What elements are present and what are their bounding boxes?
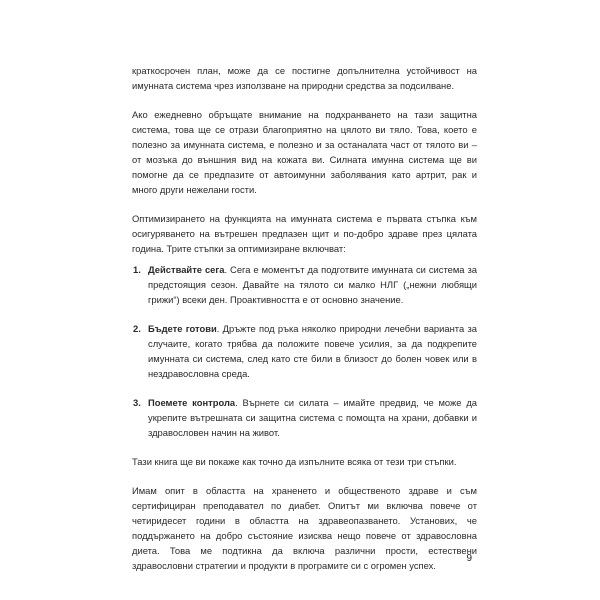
step-title: Поемете контрола: [148, 397, 236, 408]
list-item: [132, 395, 477, 440]
paragraph-book-promise: Тази книга ще ви покаже как точно да изпълните всяка от тези три стъпки.: [132, 456, 457, 467]
paragraph-immune-benefits: Ако ежедневно обръщате внимание на подхранването на тази защитна система, това ще се отрази благоприятно на цялото ви тяло. Това, което е полезно за имунната система, е полезно и за останалата част от тялото ви – от мозъка до външния вид на кожата ви. Силната имунна система ще ви помогне да се предпазите от автоимунни заболявания като артрит, рак и много други нежелани гости.: [132, 109, 477, 195]
step-text: . Върнете си силата – имайте предвид, че може да укрепите вътрешната си защитна система с помощта на храни, добавки и здравословен начин на живот.: [148, 397, 477, 438]
paragraph-three-steps: Оптимизирането на функцията на имунната система е първата стъпка към осигуряването на вътрешен предпазен щит и по-добро здраве през цялата година. Трите стъпки за оптимизиране включват:: [132, 213, 477, 254]
step-text: . Дръжте под ръка няколко природни лечебни варианта за случаите, когато трябва да положите повече усилия, за да подкрепите имунната си система, след като сте били в близост до болен човек или в нездравословна среда.: [148, 323, 477, 379]
step-title: Бъдете готови: [148, 323, 217, 334]
step-number: 3.: [133, 397, 141, 408]
step-title: Действайте сега: [148, 264, 225, 275]
step-number: 1.: [133, 264, 141, 275]
page-number: 9: [466, 553, 472, 564]
paragraph-author-experience: Имам опит в областта на храненето и общественото здраве и съм сертифициран преподавател по диабет. Опитът ми включва повече от четиридесет години в областта на здравеопазването. Установих, че поддържането на добро състояние изисква нещо повече от здравословна диета. Това ме подтикна да включа различни прости, естествени здравословни стратегии и продукти в програмите си с огромен успех.: [132, 485, 477, 571]
paragraph-intro: краткосрочен план, може да се постигне допълнителна устойчивост на имунната система чрез използване на природни средства за подсилване.: [132, 65, 477, 91]
page-body: [132, 63, 477, 587]
step-number: 2.: [133, 323, 141, 334]
steps-list: [132, 262, 477, 440]
list-item: [132, 262, 477, 307]
step-text: . Сега е моментът да подготвите имунната си система за предстоящия сезон. Давайте на тялото си малко НЛГ („нежни любящи грижи“) всеки ден. Проактивността е от основно значение.: [148, 264, 477, 305]
list-item: [132, 321, 477, 381]
